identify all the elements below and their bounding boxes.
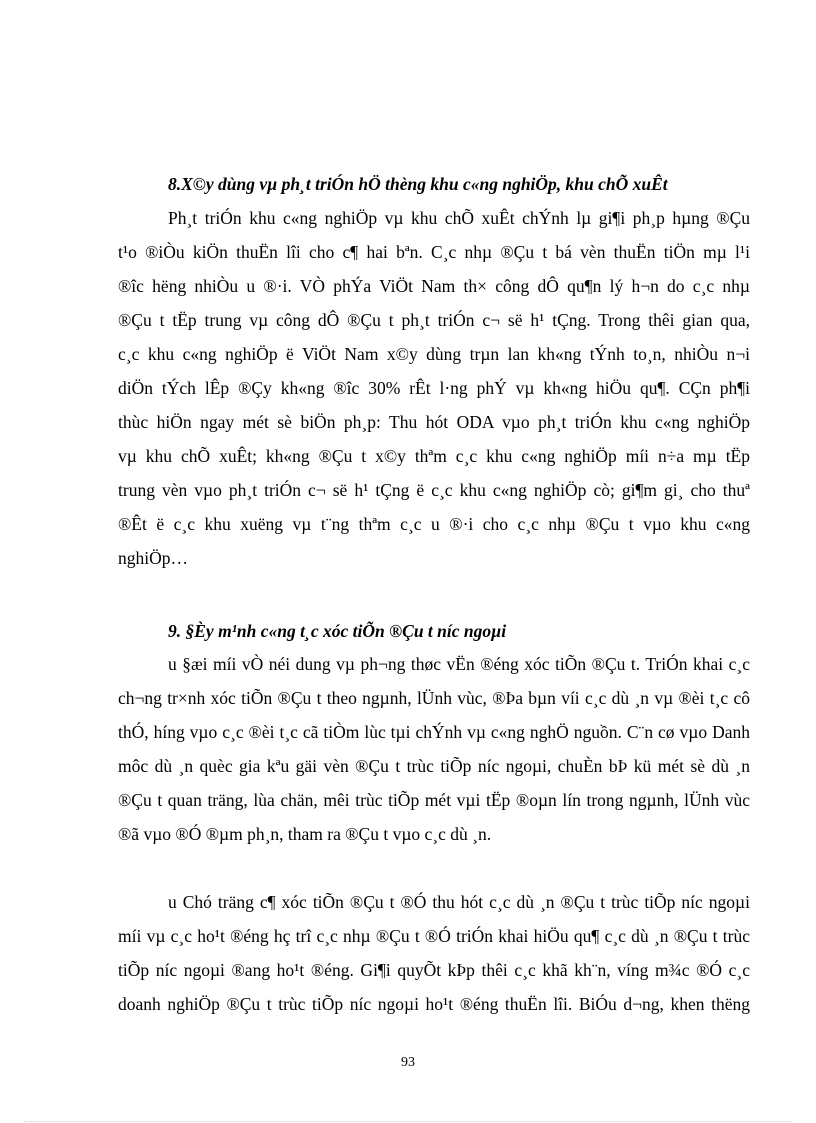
paragraph-line: ®îc hëng nhiÒu u ®·i. VÒ phÝa ViÖt Nam th× công dÔ qu¶n lý h¬n do c¸c nhµ [118,276,750,296]
paragraph-line: c¸c khu c«ng nghiÖp ë ViÖt Nam x©y dùng trµn lan kh«ng tÝnh to¸n, nhiÒu n¬i [118,344,750,364]
paragraph-line: diÖn tÝch lÊp ®Çy kh«ng ®îc 30% rÊt l·ng phÝ vµ kh«ng hiÖu qu¶. CÇn ph¶i [118,378,750,398]
paragraph-line: míi vµ c¸c ho¹t ®éng hç trî c¸c nhµ ®Çu t ®Ó triÓn khai hiÖu qu¶ c¸c dù ¸n ®Çu t trùc [118,926,750,946]
section-8-heading: 8.X©y dùng vµ ph¸t triÓn hÖ thèng khu c«ng nghiÖp, khu chÕ xuÊt [168,174,668,194]
paragraph-line: vµ khu chÕ xuÊt; kh«ng ®Çu t x©y thªm c¸c khu c«ng nghiÖp míi n÷a mµ tËp [118,446,750,466]
page-bottom-divider [24,1121,792,1122]
paragraph-line: u Chó träng c¶ xóc tiÕn ®Çu t ®Ó thu hót c¸c dù ¸n ®Çu t trùc tiÕp níc ngoµi [168,892,750,912]
paragraph-line: u §æi míi vÒ néi dung vµ ph¬ng thøc vËn ®éng xóc tiÕn ®Çu t. TriÓn khai c¸c [168,654,750,674]
paragraph-line: ®Êt ë c¸c khu xuëng vµ t¨ng thªm c¸c u ®·i cho c¸c nhµ ®Çu t vµo khu c«ng [118,514,750,534]
paragraph-line: Ph¸t triÓn khu c«ng nghiÖp vµ khu chÕ xuÊt chÝnh lµ gi¶i ph¸p hµng ®Çu [168,208,750,228]
paragraph-line: ®ã vµo ®Ó ®µm ph¸n, tham ra ®Çu t vµo c¸c dù ¸n. [118,824,492,844]
paragraph-line: ch¬ng tr×nh xóc tiÕn ®Çu t theo ngµnh, lÜnh vùc, ®Þa bµn víi c¸c dù ¸n vµ ®èi t¸c cô [118,688,750,708]
page-number: 93 [401,1055,415,1070]
paragraph-line: nghiÖp… [118,548,188,568]
paragraph-line: ®Çu t quan träng, lùa chän, mêi trùc tiÕp mét vµi tËp ®oµn lín trong ngµnh, lÜnh vùc [118,790,750,810]
paragraph-line: tiÕp níc ngoµi ®ang ho¹t ®éng. Gi¶i quyÕt kÞp thêi c¸c khã kh¨n, víng m¾c ®Ó c¸c [118,960,750,980]
paragraph-line: trung vèn vµo ph¸t triÓn c¬ së h¹ tÇng ë c¸c khu c«ng nghiÖp cò; gi¶m gi¸ cho thuª [118,480,750,500]
paragraph-line: doanh nghiÖp ®Çu t trùc tiÕp níc ngoµi ho¹t ®éng thuËn lîi. BiÓu d¬ng, khen thëng [118,994,750,1014]
section-9-heading: 9. §Èy m¹nh c«ng t¸c xóc tiÕn ®Çu t níc ngoµi [168,621,507,641]
paragraph-line: t¹o ®iÒu kiÖn thuËn lîi cho c¶ hai bªn. C¸c nhµ ®Çu t bá vèn thuËn tiÖn mµ l¹i [118,242,750,262]
paragraph-line: thùc hiÖn ngay mét sè biÖn ph¸p: Thu hót ODA vµo ph¸t triÓn khu c«ng nghiÖp [118,412,750,432]
paragraph-line: thÓ, híng vµo c¸c ®èi t¸c cã tiÒm lùc tµi chÝnh vµ c«ng nghÖ nguồn. C¨n cø vµo Danh [118,722,750,742]
paragraph-line: môc dù ¸n quèc gia kªu gäi vèn ®Çu t trùc tiÕp níc ngoµi, chuÈn bÞ kü mét sè dù ¸n [118,756,750,776]
paragraph-line: ®Çu t tËp trung vµ công dÔ ®Çu t ph¸t triÓn c¬ së h¹ tÇng. Trong thêi gian qua, [118,310,750,330]
